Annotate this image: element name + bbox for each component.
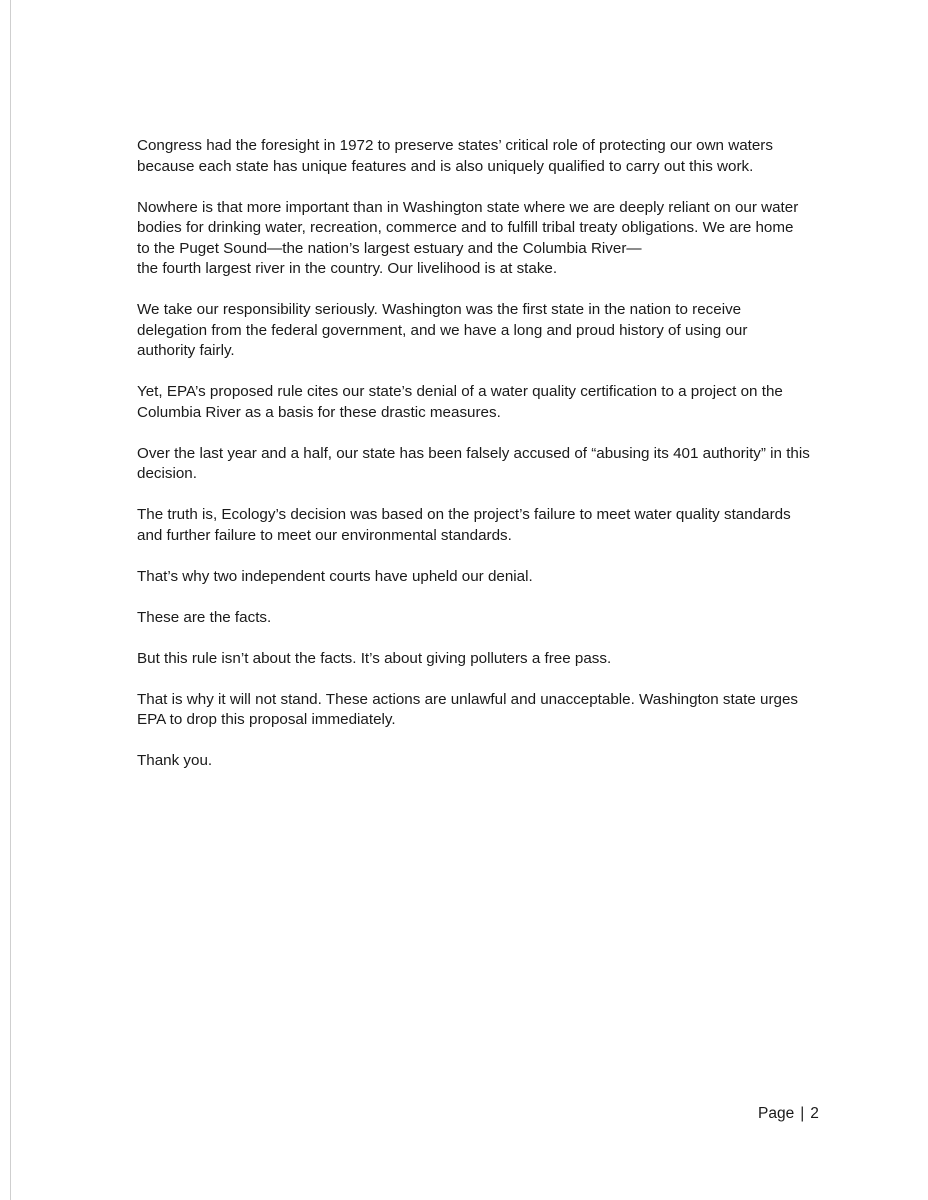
text-line: These are the facts. <box>137 608 272 626</box>
text-line: Thank you. <box>137 752 213 769</box>
text-line: Yet, EPA’s proposed rule cites our state’s denial of a water quality certification to a project on the <box>137 383 783 400</box>
text-line: We take our responsibility seriously. Washington was the first state in the nation to receive <box>137 301 742 318</box>
paragraph-6 <box>137 505 837 546</box>
text-line: Nowhere is that more important than in Washington state where we are deeply reliant on our water <box>137 198 799 216</box>
paragraph-1 <box>137 136 837 177</box>
text-line: The truth is, Ecology’s decision was based on the project’s failure to meet water quality standards <box>137 506 791 523</box>
paragraph-8 <box>137 608 837 629</box>
text-line: That is why it will not stand. These actions are unlawful and unacceptable. Washington state urges <box>137 690 799 708</box>
text-line: Over the last year and a half, our state has been falsely accused of “abusing its 401 authority” in this <box>137 444 810 462</box>
document-body <box>137 136 837 792</box>
paragraph-3 <box>137 300 837 362</box>
paragraph-2 <box>137 198 837 280</box>
text-line: Congress had the foresight in 1972 to preserve states’ critical role of protecting our own waters <box>137 137 773 154</box>
paragraph-10 <box>137 690 837 731</box>
text-line: But this rule isn’t about the facts. It’s about giving polluters a free pass. <box>137 649 612 667</box>
text-line: bodies for drinking water, recreation, commerce and to fulfill tribal treaty obligations. We are home <box>137 219 794 236</box>
text-line: the fourth largest river in the country. Our livelihood is at stake. <box>137 260 558 277</box>
text-line: because each state has unique features and is also uniquely qualified to carry out this work. <box>137 157 754 175</box>
text-line: decision. <box>137 465 197 482</box>
paragraph-5 <box>137 444 837 485</box>
paragraph-7 <box>137 567 837 588</box>
text-line: and further failure to meet our environmental standards. <box>137 526 512 544</box>
paragraph-9 <box>137 649 837 670</box>
text-line: authority fairly. <box>137 342 235 359</box>
text-line: EPA to drop this proposal immediately. <box>137 711 396 728</box>
text-line: That’s why two independent courts have upheld our denial. <box>137 567 533 585</box>
text-line: Columbia River as a basis for these drastic measures. <box>137 403 501 421</box>
page-left-edge <box>10 0 11 1200</box>
page-number: 2 <box>810 1105 819 1122</box>
page-footer <box>758 1103 819 1125</box>
paragraph-11 <box>137 751 837 772</box>
text-line: delegation from the federal government, and we have a long and proud history of using our <box>137 321 748 339</box>
paragraph-4 <box>137 382 837 423</box>
text-line: to the Puget Sound—the nation’s largest estuary and the Columbia River— <box>137 239 642 257</box>
page-separator: | <box>800 1105 805 1122</box>
page-label: Page <box>758 1105 795 1122</box>
